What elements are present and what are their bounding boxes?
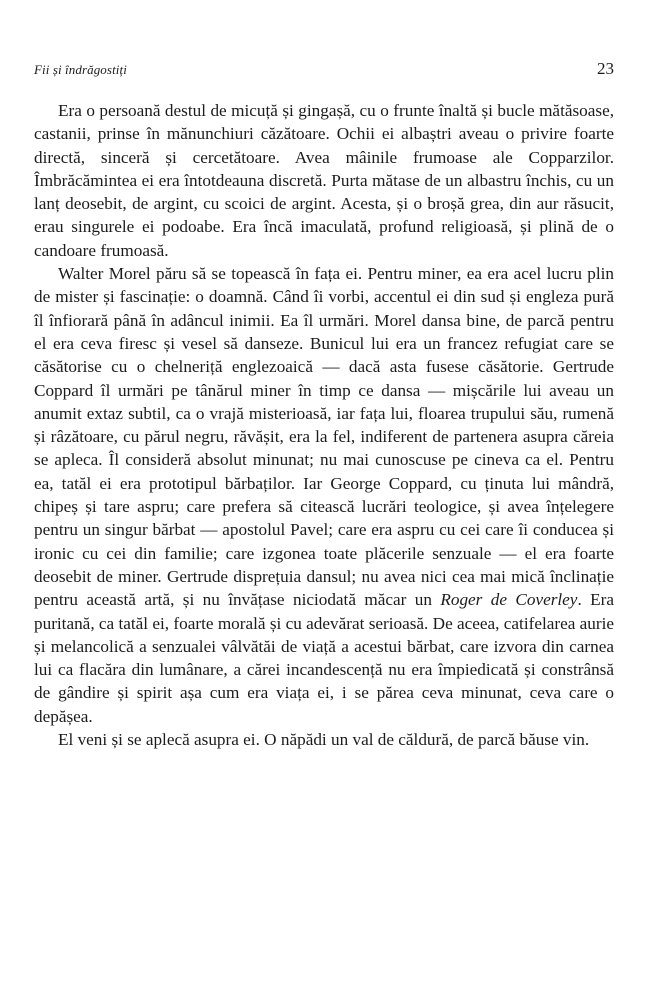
running-title: Fii și îndrăgostiți [34, 62, 127, 77]
page-number: 23 [597, 59, 614, 78]
paragraph-2 [34, 262, 614, 728]
running-header [34, 59, 614, 86]
paragraph-3: El veni și se aplecă asupra ei. O năpădi un val de căldură, de parcă băuse vin. [58, 730, 590, 750]
paragraph-2-part-b: . Era puritană, ca tatăl ei, foarte morală și cu adevărat serioasă. De aceea, catifelarea aurie și melancolică a senzualei vâlvătăi de viață a acestui bărbat, care izvora din carnea lui ca flacăra din lumânare, a cărei incandescență nu era împiedicată și constrânsă de gândire și spirit așa cum era viața ei, i se părea ceva minunat, ceva care o depășea. [34, 590, 614, 726]
paragraph-1: Era o persoană destul de micuță și gingașă, cu o frunte înaltă și bucle mătăsoase, castanii, prinse în mănunchiuri căzătoare. Ochii ei albaștri aveau o privire foarte directă, sinceră și cercetătoare. Avea mâinile frumoase ale Copparzilor. Îmbrăcămintea ei era întotdeauna discretă. Purta mătase de un albastru închis, cu un lanț deosebit, de argint, cu scoici de argint. Acesta, și o broșă grea, din aur răsucit, erau singurele ei podoabe. Era încă imaculată, profund religioasă, și plină de o candoare frumoasă. [34, 101, 614, 260]
paragraph-2-part-a: Walter Morel păru să se topească în fața ei. Pentru miner, ea era acel lucru plin de mister și fascinație: o doamnă. Când îi vorbi, accentul ei din sud și engleza pură îl înfiorară până în adâncul inimii. Ea îl urmări. Morel dansa bine, de parcă pentru el era ceva firesc și vesel să danseze. Bunicul lui era un francez refugiat care se căsătorise cu o chelneriță englezoaică — dacă asta fusese căsătorie. Gertrude Coppard îl urmări pe tânărul miner în timp ce dansa — mișcările lui aveau un anumit extaz subtil, ca o vrajă misterioasă, iar fața lui, floarea trupului său, rumenă și râzătoare, cu părul negru, răvășit, era la fel, indiferent de partenera asupra căreia se apleca. Îl consideră absolut minunat; nu mai cunoscuse pe cineva ca el. Pentru ea, tatăl ei era prototipul bărbaților. Iar George Coppard, cu ținuta lui mândră, chipeș și tare aspru; care prefera să citească lucrări teologice, și avea înțelegere pentru un singur bărbat — apostolul Pavel; care era aspru cu cei care îi conducea și ironic cu cei din familie; care izgonea toate plăcerile senzuale — el era foarte deosebit de miner. Gertrude disprețuia dansul; nu avea nici cea mai mică înclinație pentru această artă, și nu învățase niciodată măcar un [34, 264, 614, 610]
italic-title-roger-de-coverley: Roger de Coverley [440, 590, 578, 610]
chapter-text [34, 99, 614, 751]
